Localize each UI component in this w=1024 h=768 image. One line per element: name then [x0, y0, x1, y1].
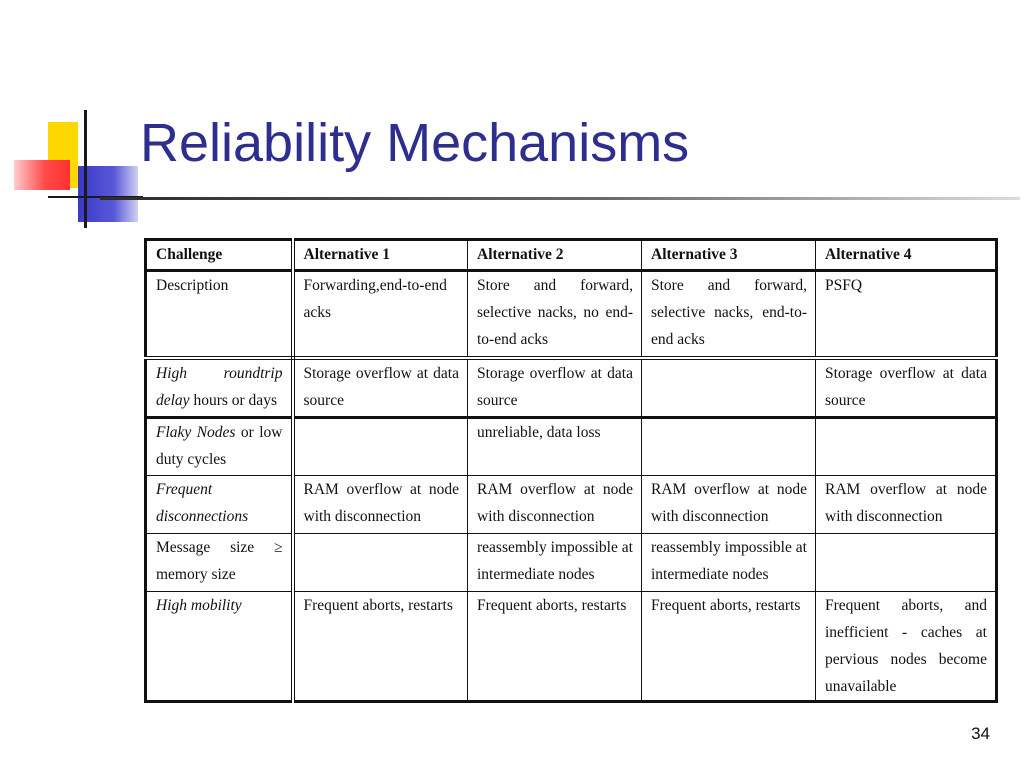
challenge-cell	[146, 592, 293, 702]
title-underline	[100, 197, 1020, 200]
table-cell: reassembly impossible at intermediate nodes	[468, 534, 642, 592]
table-cell: reassembly impossible at intermediate nodes	[642, 534, 816, 592]
table-cell: unreliable, data loss	[468, 418, 642, 476]
challenge-label-italic: High mobility	[156, 597, 242, 614]
header-challenge: Challenge	[146, 240, 293, 271]
table-cell: Frequent aborts, restarts	[468, 592, 642, 702]
challenge-label: Description	[156, 277, 229, 294]
mechanisms-table-container	[144, 238, 995, 703]
table-cell: RAM overflow at node with disconnection	[293, 476, 468, 534]
table-row	[146, 358, 997, 418]
table-cell: RAM overflow at node with disconnection	[816, 476, 997, 534]
challenge-cell	[146, 534, 293, 592]
challenge-label-suffix: or low duty cycles	[156, 424, 283, 468]
header-alternative-3: Alternative 3	[642, 240, 816, 271]
header-alternative-2: Alternative 2	[468, 240, 642, 271]
table-row	[146, 271, 997, 359]
table-cell	[816, 534, 997, 592]
logo-blue-block	[78, 166, 138, 222]
table-cell	[642, 418, 816, 476]
table-cell: Store and forward, selective nacks, no end-to-end acks	[468, 271, 642, 359]
table-cell: Storage overflow at data source	[293, 358, 468, 418]
table-cell: Frequent aborts, and inefficient - caches at pervious nodes become unavailable	[816, 592, 997, 702]
table-row	[146, 534, 997, 592]
table-cell	[293, 534, 468, 592]
table-cell	[293, 418, 468, 476]
header-alternative-4: Alternative 4	[816, 240, 997, 271]
table-cell: Frequent aborts, restarts	[642, 592, 816, 702]
table-cell	[816, 418, 997, 476]
challenge-cell	[146, 418, 293, 476]
challenge-cell	[146, 358, 293, 418]
header-alternative-1: Alternative 1	[293, 240, 468, 271]
table-row	[146, 418, 997, 476]
table-row	[146, 476, 997, 534]
challenge-label: Message size ≥ memory size	[156, 539, 283, 583]
challenge-label-italic: Frequent disconnections	[156, 481, 249, 525]
table-header-row	[146, 240, 997, 271]
table-cell	[642, 358, 816, 418]
challenge-label-italic: High roundtrip delay	[156, 365, 283, 409]
logo-vertical-line	[84, 110, 87, 228]
mechanisms-table	[144, 238, 998, 703]
table-cell: Frequent aborts, restarts	[293, 592, 468, 702]
page-number: 34	[971, 724, 990, 743]
table-cell: Forwarding,end-to-end acks	[293, 271, 468, 359]
slide-title: Reliability Mechanisms	[140, 113, 690, 173]
challenge-cell	[146, 476, 293, 534]
challenge-label-suffix: hours or days	[193, 392, 277, 409]
challenge-cell	[146, 271, 293, 359]
table-cell: Store and forward, selective nacks, end-to-end acks	[642, 271, 816, 359]
challenge-label-italic: Flaky Nodes	[156, 424, 236, 441]
table-row	[146, 592, 997, 702]
table-cell: Storage overflow at data source	[816, 358, 997, 418]
logo-red-block	[14, 160, 70, 190]
table-cell: Storage overflow at data source	[468, 358, 642, 418]
table-cell: RAM overflow at node with disconnection	[642, 476, 816, 534]
table-cell: PSFQ	[816, 271, 997, 359]
table-cell: RAM overflow at node with disconnection	[468, 476, 642, 534]
